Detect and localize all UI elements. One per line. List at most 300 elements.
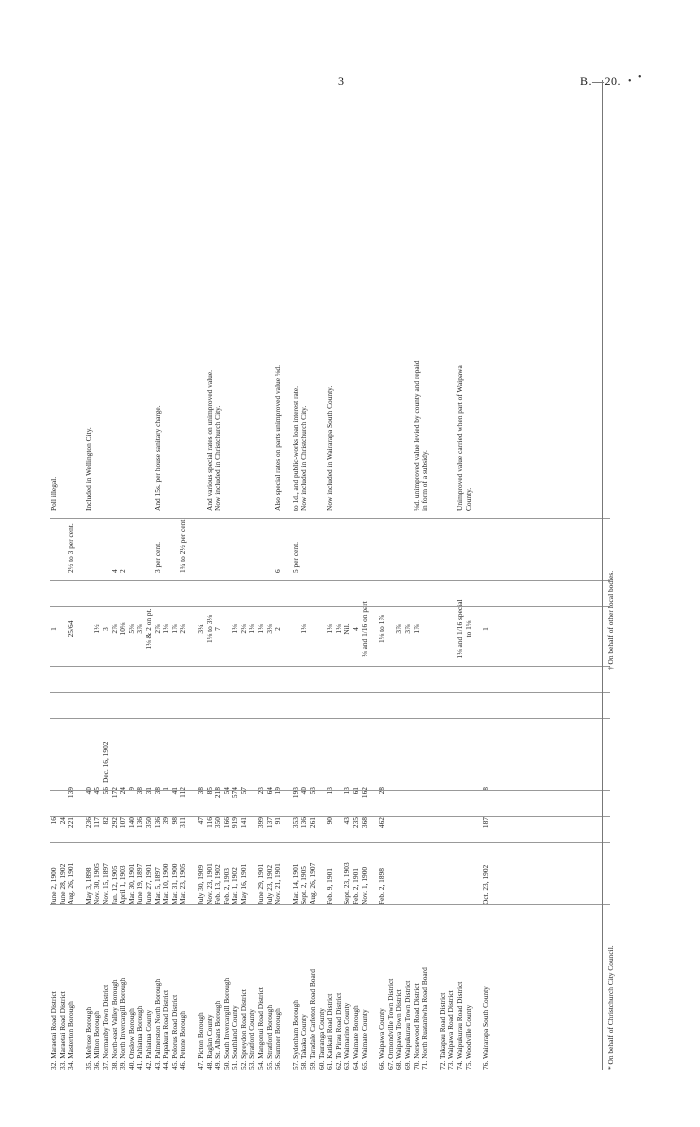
cell-empty	[395, 659, 404, 685]
cell-date: June 29, 1901	[256, 863, 266, 905]
cell-remarks	[162, 181, 171, 511]
cell-name: 53. Stratford County	[247, 1009, 257, 1070]
cell-d2	[67, 711, 76, 783]
cell-d2	[214, 711, 223, 783]
cell-pct	[102, 511, 111, 573]
cell-empty	[197, 659, 206, 685]
table-row	[421, 80, 430, 1070]
cell-name: 34. Masterton Borough	[66, 1001, 76, 1070]
cell-n1: 98	[169, 817, 179, 825]
table-row	[352, 80, 361, 1070]
cell-rate: 7	[213, 627, 223, 631]
row-group	[85, 80, 188, 1070]
cell-empty	[318, 685, 327, 711]
cell-empty	[179, 573, 188, 599]
cell-d2	[404, 711, 413, 783]
table-rule	[602, 80, 603, 1070]
cell-empty	[50, 573, 59, 599]
cell-empty	[102, 573, 111, 599]
cell-n1	[456, 813, 465, 843]
cell-empty	[439, 659, 448, 685]
cell-empty	[343, 685, 352, 711]
table-row	[387, 80, 396, 1070]
cell-empty	[326, 573, 335, 599]
cell-name: 32. Maraetai Road District	[49, 991, 58, 1070]
column-rule	[50, 718, 610, 719]
table-row	[300, 80, 309, 1070]
cell-d2: Dec. 16, 1902	[100, 741, 110, 783]
cell-pct	[343, 511, 352, 573]
cell-rate: 1⅛ to 3⅛	[204, 615, 214, 643]
table-row	[292, 80, 301, 1070]
cell-empty	[162, 659, 171, 685]
cell-n2: 56	[100, 787, 110, 795]
cell-n2: 574	[230, 787, 240, 799]
table-row	[136, 80, 145, 1070]
column-rule	[50, 580, 610, 581]
table-row	[197, 80, 206, 1070]
cell-empty	[274, 573, 283, 599]
cell-empty	[136, 659, 145, 685]
table-row	[145, 80, 154, 1070]
rotated-table	[49, 80, 615, 1070]
cell-date: Feb. 2, 1901	[351, 868, 360, 905]
cell-date: Aug. 26, 1901	[66, 862, 76, 905]
table-row	[257, 80, 266, 1070]
cell-remarks: Now included in Christchurch City.	[213, 405, 223, 511]
cell-pct	[482, 511, 491, 573]
cell-empty	[171, 659, 180, 685]
cell-empty	[223, 659, 232, 685]
cell-d2	[309, 711, 318, 783]
cell-rate: 3⅞	[135, 624, 145, 634]
cell-rate: 10⅛	[118, 622, 128, 636]
table-row	[67, 80, 76, 1070]
cell-empty	[136, 573, 145, 599]
table-row	[59, 80, 68, 1070]
cell-rate	[439, 599, 448, 659]
footnotes	[605, 80, 617, 1070]
table-row	[413, 80, 422, 1070]
cell-pct	[326, 511, 335, 573]
cell-pct	[136, 511, 145, 573]
table-row	[162, 80, 171, 1070]
cell-empty	[378, 685, 387, 711]
cell-empty	[352, 659, 361, 685]
cell-remarks	[136, 181, 145, 511]
cell-empty	[93, 573, 102, 599]
cell-remarks	[171, 181, 180, 511]
cell-empty	[162, 685, 171, 711]
cell-d2	[361, 711, 370, 783]
cell-remarks	[309, 181, 318, 511]
cell-empty	[343, 659, 352, 685]
cell-empty	[85, 685, 94, 711]
cell-n1: 221	[66, 817, 76, 829]
table-row	[128, 80, 137, 1070]
cell-empty	[456, 685, 465, 711]
cell-empty	[240, 659, 249, 685]
cell-remarks: And 15s. per house sanitary charge.	[152, 405, 162, 511]
cell-remarks	[439, 181, 448, 511]
cell-empty	[447, 573, 456, 599]
cell-pct	[162, 511, 171, 573]
cell-empty	[214, 573, 223, 599]
cell-n1: 82	[100, 817, 110, 825]
table-row	[223, 80, 232, 1070]
table-row	[231, 80, 240, 1070]
cell-date: July 23, 1902	[264, 864, 274, 905]
cell-empty	[274, 685, 283, 711]
cell-n1: 137	[264, 817, 274, 829]
cell-date: Mar. 31, 1900	[169, 863, 179, 905]
cell-date: Nov. 15, 1897	[100, 863, 110, 905]
cell-remarks: And various special rates on unimproved value.	[204, 370, 214, 511]
cell-n2: 31	[143, 787, 153, 795]
cell-empty	[85, 573, 94, 599]
table-row	[439, 80, 448, 1070]
cell-rate: 3	[100, 627, 110, 631]
cell-remarks: ⅛d. unimproved value levied by county and repaid	[411, 360, 421, 511]
column-rule	[50, 692, 610, 693]
cell-name: 55. Stratford Borough	[264, 1004, 274, 1070]
cell-rate: 4	[351, 627, 360, 631]
cell-name: 60. Tauranga County	[316, 1008, 326, 1070]
cell-empty	[206, 659, 215, 685]
cell-n1: 236	[83, 817, 93, 829]
cell-n2: 45	[92, 787, 102, 795]
cell-d2	[378, 711, 387, 783]
ink-dot: •	[638, 72, 642, 83]
cell-name: 73. Waipawa Road District	[446, 990, 456, 1070]
cell-empty	[119, 685, 128, 711]
cell-empty	[240, 685, 249, 711]
cell-n1	[439, 813, 448, 843]
cell-name: 47. Picton Borough	[195, 1012, 205, 1070]
cell-pct: 4	[109, 569, 119, 573]
cell-empty	[145, 685, 154, 711]
cell-name: 75. Woodville County	[463, 1004, 473, 1070]
cell-empty	[197, 573, 206, 599]
cell-rate: 1	[481, 627, 491, 631]
cell-remarks: County.	[463, 487, 473, 511]
cell-d2	[465, 711, 474, 783]
cell-date: Feb. 2, 1903	[221, 868, 231, 905]
table-row	[482, 80, 491, 1070]
cell-name: 57. Sydenham Borough	[290, 999, 300, 1070]
cell-empty	[248, 685, 257, 711]
ink-dot: •	[628, 76, 632, 87]
cell-empty	[111, 573, 120, 599]
cell-d2	[482, 711, 491, 783]
cell-remarks	[378, 181, 387, 511]
cell-rate: 25/64	[66, 620, 76, 638]
cell-empty	[67, 573, 76, 599]
cell-pct	[93, 511, 102, 573]
cell-empty	[456, 573, 465, 599]
cell-empty	[439, 573, 448, 599]
cell-name: 33. Maraetai Road District	[57, 991, 67, 1070]
table-row	[154, 80, 163, 1070]
cell-empty	[197, 685, 206, 711]
cell-n2	[465, 783, 474, 813]
cell-pct	[231, 511, 240, 573]
cell-name: 49. St. Albans Borough	[213, 1000, 223, 1070]
cell-empty	[482, 573, 491, 599]
cell-date	[447, 843, 456, 905]
cell-n1	[404, 813, 413, 843]
cell-pct: 5 per cent.	[290, 542, 300, 573]
cell-n2: 57	[238, 787, 248, 795]
cell-n2: 139	[66, 787, 76, 799]
cell-empty	[395, 685, 404, 711]
cell-n1: 399	[256, 817, 266, 829]
cell-empty	[387, 659, 396, 685]
cell-n2: 40	[299, 787, 309, 795]
cell-pct	[309, 511, 318, 573]
cell-n2	[413, 783, 422, 813]
table-row	[206, 80, 215, 1070]
cell-n1: 136	[299, 817, 309, 829]
cell-n1: 350	[143, 817, 153, 829]
cell-d2	[171, 711, 180, 783]
cell-empty	[102, 685, 111, 711]
cell-empty	[248, 573, 257, 599]
cell-pct: 2½ to 3 per cent.	[66, 523, 76, 573]
cell-remarks: Also special rates on parts unimproved value ⅛d.	[273, 365, 283, 511]
table-row	[447, 80, 456, 1070]
cell-rate: 1⅛	[333, 624, 343, 634]
cell-name: 48. Raglan County	[204, 1014, 214, 1070]
cell-remarks	[482, 181, 491, 511]
cell-empty	[292, 659, 301, 685]
cell-d2	[292, 711, 301, 783]
cell-empty	[248, 659, 257, 685]
row-group	[378, 80, 430, 1070]
cell-pct	[465, 511, 474, 573]
cell-empty	[59, 685, 68, 711]
table-row	[395, 80, 404, 1070]
cell-date	[439, 843, 448, 905]
row-group	[482, 80, 491, 1070]
cell-empty	[404, 573, 413, 599]
cell-n2: 13	[325, 787, 335, 795]
cell-name: 35. Melrose Borough	[83, 1006, 93, 1070]
cell-rate: 3¼	[195, 624, 205, 634]
table-row	[111, 80, 120, 1070]
table-row	[50, 80, 59, 1070]
cell-n2: 172	[109, 787, 119, 799]
cell-empty	[318, 659, 327, 685]
cell-name: 52. Spreydon Road District	[238, 989, 248, 1070]
cell-empty	[154, 659, 163, 685]
cell-d2	[266, 711, 275, 783]
cell-n1: 91	[273, 817, 283, 825]
cell-d2	[162, 711, 171, 783]
cell-n1: 116	[204, 817, 214, 828]
cell-date: Nov. 30, 1905	[92, 863, 102, 905]
cell-name: 36. Milton Borough	[92, 1011, 102, 1070]
cell-n1: 353	[290, 817, 300, 829]
cell-empty	[136, 685, 145, 711]
cell-empty	[266, 659, 275, 685]
cell-n1	[447, 813, 456, 843]
cell-n1: 919	[230, 817, 240, 829]
cell-n2	[50, 783, 59, 813]
cell-d2	[456, 711, 465, 783]
cell-remarks: Unimproved value carried when part of Waipawa	[454, 365, 464, 511]
cell-date: Sept. 23, 1903	[342, 862, 352, 905]
cell-name: 64. Waimate Borough	[351, 1005, 360, 1070]
cell-n2: 38	[195, 787, 205, 795]
cell-n2: 41	[169, 787, 179, 795]
cell-d2	[231, 711, 240, 783]
column-rule	[50, 518, 610, 519]
cell-pct	[352, 511, 361, 573]
cell-date	[404, 843, 413, 905]
cell-date: June 28, 1902	[57, 863, 67, 905]
cell-empty	[128, 685, 137, 711]
cell-n2	[421, 783, 430, 813]
cell-empty	[231, 659, 240, 685]
cell-empty	[421, 573, 430, 599]
table-row	[361, 80, 370, 1070]
cell-n1: 141	[238, 817, 248, 829]
cell-empty	[67, 685, 76, 711]
cell-pct	[266, 511, 275, 573]
cell-pct	[257, 511, 266, 573]
cell-date: June 27, 1901	[143, 863, 153, 905]
cell-remarks	[93, 181, 102, 511]
cell-n1	[395, 813, 404, 843]
cell-empty	[413, 685, 422, 711]
cell-empty	[300, 685, 309, 711]
cell-empty	[214, 685, 223, 711]
cell-name: 66. Waipawa County	[377, 1008, 387, 1070]
cell-n2	[456, 783, 465, 813]
cell-d2	[128, 711, 137, 783]
cell-name: 58. Takaka County	[299, 1014, 309, 1070]
cell-rate: 2⅛	[178, 624, 188, 634]
column-rule	[50, 606, 610, 607]
cell-pct	[387, 511, 396, 573]
cell-rate: 1⅛ and 1/16 special	[454, 599, 464, 659]
cell-empty	[128, 659, 137, 685]
cell-remarks	[352, 181, 361, 511]
cell-d2	[395, 711, 404, 783]
cell-n2: 13	[342, 787, 352, 795]
cell-name: 67. Ormondville Town District	[385, 978, 395, 1070]
cell-remarks	[102, 181, 111, 511]
cell-rate: 2⅞	[109, 624, 119, 634]
cell-empty	[465, 659, 474, 685]
table-row	[93, 80, 102, 1070]
cell-date: Mar. 30, 1901	[126, 863, 136, 905]
cell-remarks	[361, 181, 370, 511]
cell-remarks	[387, 181, 396, 511]
cell-empty	[93, 685, 102, 711]
cell-n2	[439, 783, 448, 813]
cell-remarks	[119, 181, 128, 511]
cell-n1: 368	[359, 817, 369, 829]
cell-pct	[456, 511, 465, 573]
cell-n1: 136	[152, 817, 162, 829]
cell-empty	[343, 573, 352, 599]
cell-empty	[223, 573, 232, 599]
footnote: † On behalf of other local bodies.	[606, 570, 615, 670]
table-row	[465, 80, 474, 1070]
footnote: * On behalf of Christchurch City Council.	[606, 945, 615, 1070]
cell-empty	[404, 659, 413, 685]
cell-empty	[421, 659, 430, 685]
cell-pct: 6	[273, 569, 283, 573]
cell-empty	[257, 659, 266, 685]
cell-name: 70. Norsewood Road District	[411, 983, 421, 1070]
cell-empty	[456, 659, 465, 685]
cell-empty	[309, 659, 318, 685]
cell-rate: 1½	[92, 624, 102, 634]
cell-n1: 140	[126, 817, 136, 829]
cell-pct	[85, 511, 94, 573]
cell-name: 40. Onslow Borough	[126, 1008, 136, 1070]
cell-remarks: Now included in Christchurch City.	[299, 405, 309, 511]
cell-d2	[59, 711, 68, 783]
table-row	[378, 80, 387, 1070]
cell-empty	[326, 685, 335, 711]
cell-n1: 47	[195, 817, 205, 825]
cell-empty	[59, 659, 68, 685]
cell-empty	[378, 573, 387, 599]
cell-empty	[119, 659, 128, 685]
cell-d2	[119, 711, 128, 783]
cell-date: June 19, 1897	[135, 863, 145, 905]
cell-d2	[447, 711, 456, 783]
cell-rate: 1⅛	[299, 624, 309, 634]
cell-empty	[171, 685, 180, 711]
cell-empty	[206, 573, 215, 599]
column-rule	[50, 842, 610, 843]
cell-empty	[93, 659, 102, 685]
cell-remarks: Poll illegal.	[49, 476, 58, 511]
table-row	[179, 80, 188, 1070]
cell-name: 72. Takapau Road District	[437, 992, 447, 1070]
cell-date: Sept. 2, 1905	[299, 865, 309, 905]
cell-remarks	[335, 181, 344, 511]
cell-n1: 187	[481, 817, 491, 829]
cell-empty	[352, 685, 361, 711]
cell-date: Aug. 26, 1907	[308, 862, 318, 905]
cell-name: 45. Polorus Road District	[169, 994, 179, 1070]
cell-rate: 1⅛	[256, 624, 266, 634]
cell-rate	[421, 599, 430, 659]
cell-d2	[257, 711, 266, 783]
cell-date: Feb. 13, 1902	[213, 864, 223, 905]
cell-name: 61. Katikati Road District	[325, 993, 335, 1070]
cell-rate: ⅛ and 1/16 on part	[359, 601, 369, 657]
cell-rate: 1⅛	[230, 624, 240, 634]
cell-name: 56. Sumner Borough	[273, 1008, 283, 1070]
cell-empty	[50, 685, 59, 711]
cell-n1: 90	[325, 817, 335, 825]
cell-empty	[59, 573, 68, 599]
cell-name: 62. Te Pirau Road District	[333, 992, 343, 1070]
cell-name: 44. Papakura Road District	[161, 989, 171, 1070]
cell-n1: 235	[351, 817, 360, 829]
cell-empty	[240, 573, 249, 599]
cell-d2	[136, 711, 145, 783]
cell-d2	[240, 711, 249, 783]
cell-empty	[413, 659, 422, 685]
